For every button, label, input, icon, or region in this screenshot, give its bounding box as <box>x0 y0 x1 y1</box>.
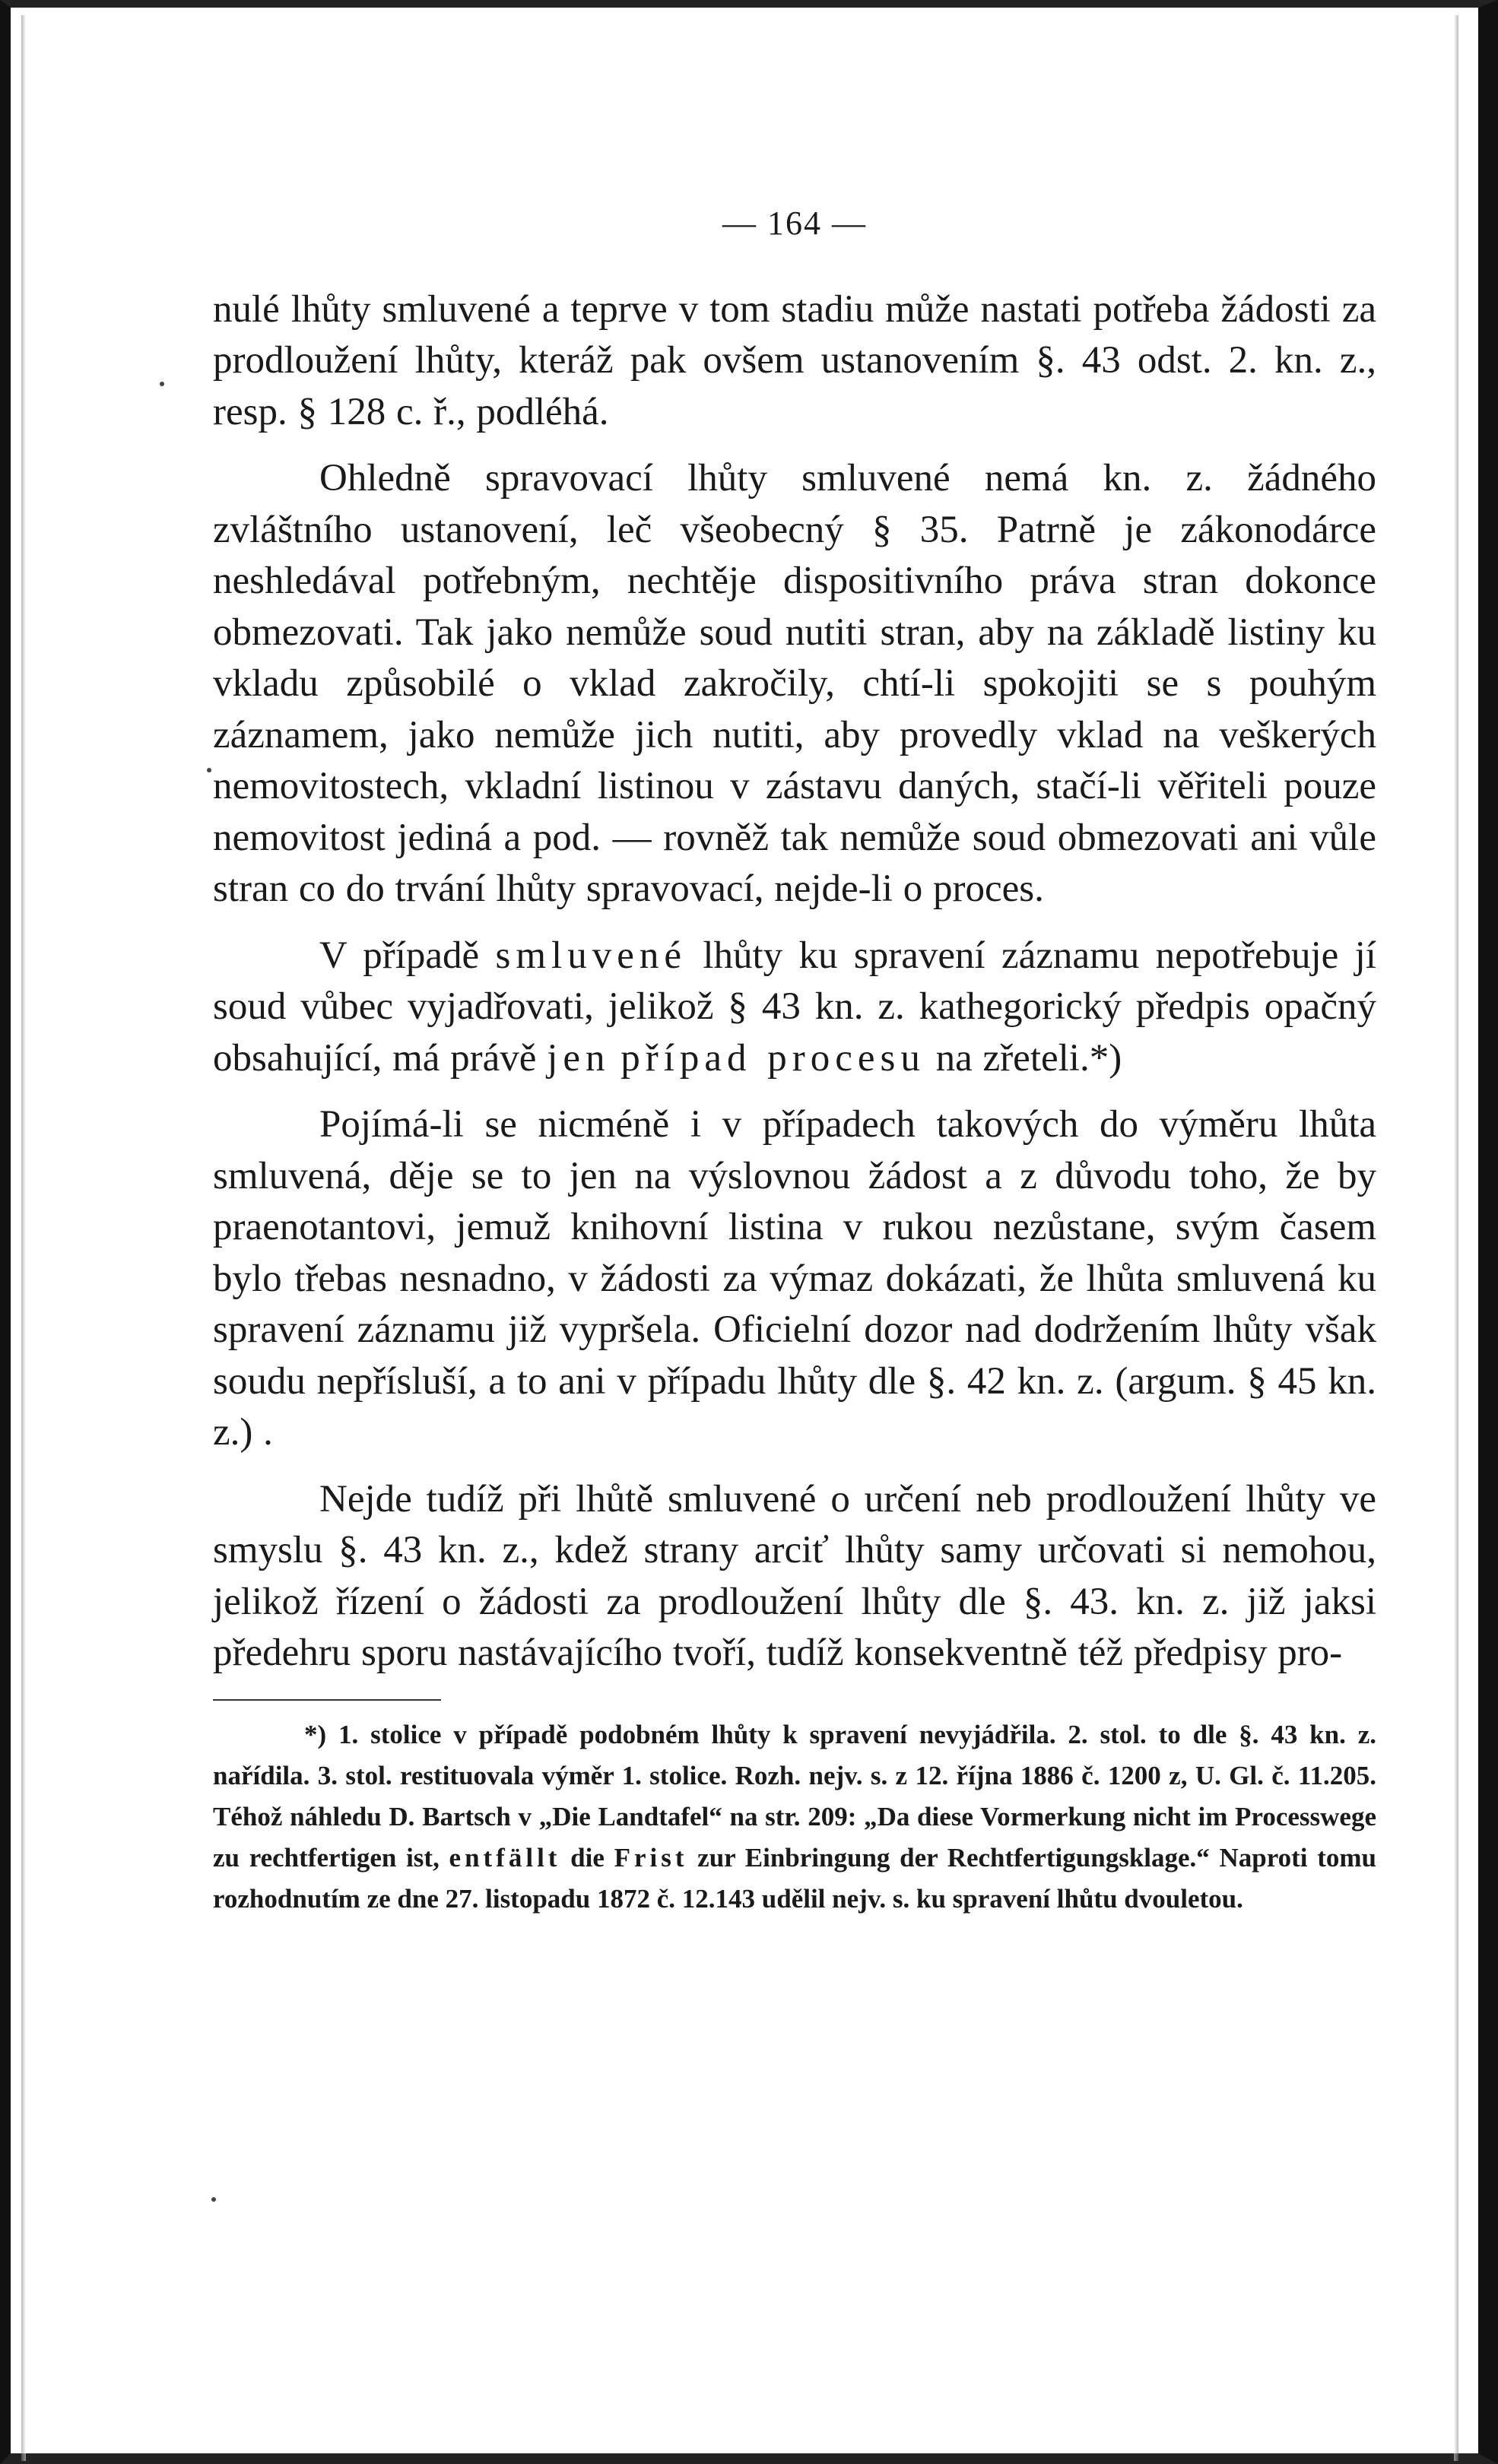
paragraph-3-text-a: V případě <box>319 934 496 977</box>
margin-speck <box>160 382 164 386</box>
footnote <box>213 1714 1376 1920</box>
margin-speck <box>211 2197 216 2202</box>
paragraph-2: Ohledně spravovací lhůty smluvené nemá kn. z. žádného zvláštního ustanovení, leč všeobecný § 35. Patrně je zákonodárce neshledával potřebným, nechtěje dispositivního práva stran dokonce obmezovati. Tak jako nemůže soud nutiti stran, aby na základě listiny ku vkladu způsobilé o vklad zakročily, chtí-li spokojiti se s pouhým záznamem, jako nemůže jich nutiti, aby provedly vklad na veškerých nemovitostech, vkladní listinou v zástavu daných, stačí-li věřiteli pouze nemovitost jediná a pod. — rovněž tak nemůže soud obmezovati ani vůle stran co do trvání lhůty spravovací, nejde-li o proces. <box>213 457 1376 910</box>
paragraph-3-text-c: na zřeteli.*) <box>925 1036 1122 1080</box>
paragraph-1: nulé lhůty smluvené a teprve v tom stadiu může nastati potřeba žádosti za prodloužení lhůty, kteráž pak ovšem ustanovením §. 43 odst. 2. kn. z., resp. § 128 c. ř., podléhá. <box>213 287 1376 433</box>
footnote-emphasis-entfallt: entfällt <box>449 1842 561 1873</box>
page-content <box>213 198 1376 1920</box>
paragraph-5: Nejde tudíž při lhůtě smluvené o určení neb prodloužení lhůty ve smyslu §. 43 kn. z., kdež strany arciť lhůty samy určovati si nemohou, jelikož řízení o žádosti za prodloužení lhůty dle §. 43. kn. z. již jaksi předehru sporu nastávajícího tvoří, tudíž konsekventně též předpisy pro- <box>213 1477 1376 1674</box>
emphasis-jen: jen <box>547 1036 611 1080</box>
footnote-emphasis-frist: Frist <box>614 1842 688 1873</box>
footnote-text-c: zur Einbringung der Rechtfertigungsklage.“ Naproti tomu rozhodnutím ze dne 27. listopadu 1872 č. 12.143 udělil nejv. s. ku spravení lhůtu dvouletou. <box>213 1842 1376 1914</box>
footnote-text-b: die <box>560 1842 614 1873</box>
footnote-marker: *) <box>304 1719 327 1749</box>
page-number: — 164 — <box>722 205 867 242</box>
paragraph-4: Pojímá-li se nicméně i v případech takových do výměru lhůta smluvená, děje se to jen na výslovnou žádost a z důvodu toho, že by praenotantovi, jemuž knihovní listina v rukou nezůstane, svým časem bylo třebas nesnadno, v žádosti za výmaz dokázati, že lhůta smluvená ku spravení záznamu již vypršela. Oficielní dozor nad dodržením lhůty však soudu nepřísluší, a to ani v případu lhůty dle §. 42 kn. z. (argum. § 45 kn. z.) . <box>213 1103 1376 1454</box>
footnote-text-a: 1. stolice v případě podobném lhůty k spravení nevyjádřila. 2. stol. to dle §. 43 kn. z. nařídila. 3. stol. restituovala výměr 1. stolice. Rozh. nejv. s. z 12. října 1886 č. 1200 z, U. Gl. č. 11.205. Téhož náhledu D. Bartsch v „Die Landtafel“ na str. 209: „Da diese Vormerkung nicht im Processwege zu rechtfertigen ist, <box>213 1719 1376 1873</box>
paragraph-3 <box>213 931 1376 1085</box>
emphasis-smluvene: smluvené <box>495 934 687 977</box>
margin-speck <box>207 768 211 772</box>
paragraph-3-text-b: lhůty ku spravení záznamu nepotřebuje jí soud vůbec vyjadřovati, jelikož § 43 kn. z. kathegorický předpis opačný obsahující, má právě <box>213 934 1376 1080</box>
scan-edge-left <box>21 15 26 2461</box>
footnote-divider <box>213 1699 441 1701</box>
scan-edge-right <box>1454 15 1458 2461</box>
emphasis-pripad-procesu: případ procesu <box>620 1036 925 1080</box>
